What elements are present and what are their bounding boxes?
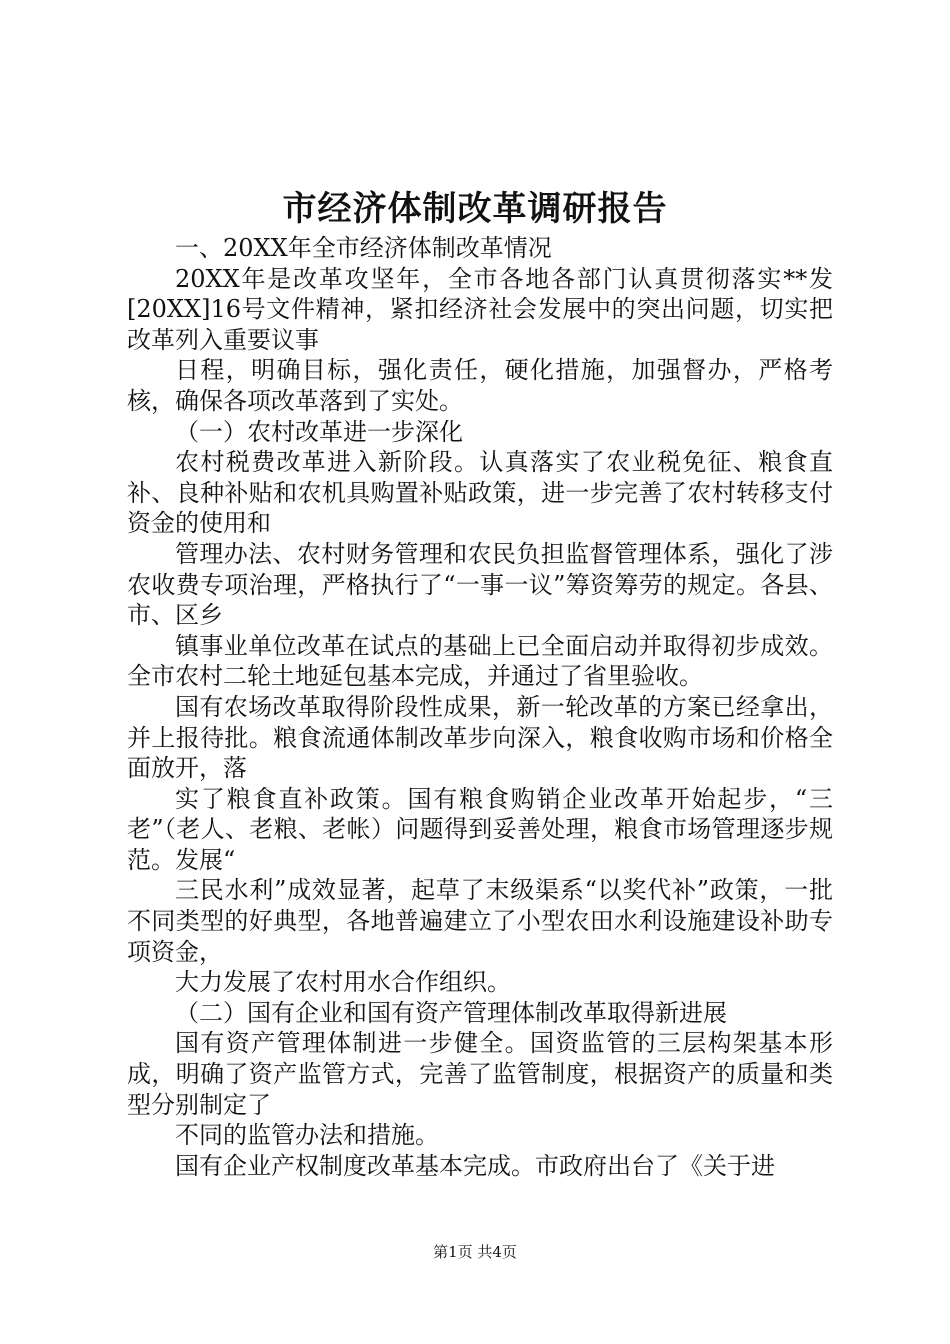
document-body bbox=[127, 233, 833, 1181]
paragraph: 镇事业单位改革在试点的基础上已全面启动并取得初步成效。全市农村二轮土地延包基本完成，并通过了省里验收。 bbox=[127, 631, 833, 691]
paragraph: 不同的监管办法和措施。 bbox=[175, 1121, 439, 1150]
paragraph: 国有资产管理体制进一步健全。国资监管的三层构架基本形成，明确了资产监管方式，完善了监管制度，根据资产的质量和类型分别制定了 bbox=[127, 1029, 833, 1119]
paragraph: 农村税费改革进入新阶段。认真落实了农业税免征、粮食直补、良种补贴和农机具购置补贴政策，进一步完善了农村转移支付资金的使用和 bbox=[127, 448, 833, 538]
paragraph: 日程，明确目标，强化责任，硬化措施，加强督办，严格考核，确保各项改革落到了实处。 bbox=[127, 356, 833, 415]
document-title: 市经济体制改革调研报告 bbox=[282, 189, 668, 229]
subsection-heading-1: （一）农村改革进一步深化 bbox=[175, 417, 463, 446]
paragraph: 三民水利”成效显著，起草了末级渠系“以奖代补”政策，一批不同类型的好典型，各地普遍建立了小型农田水利设施建设补助专项资金， bbox=[127, 876, 833, 966]
paragraph: 大力发展了农村用水合作组织。 bbox=[175, 968, 511, 997]
section-heading-1: 一、20XX年全市经济体制改革情况 bbox=[175, 234, 552, 262]
paragraph: 国有农场改革取得阶段性成果，新一轮改革的方案已经拿出，并上报待批。粮食流通体制改革步向深入，粮食收购市场和价格全面放开，落 bbox=[127, 692, 833, 783]
paragraph: 国有企业产权制度改革基本完成。市政府出台了《关于进 bbox=[175, 1151, 775, 1180]
page-footer: 第1页 共4页 bbox=[433, 1243, 517, 1261]
paragraph: 实了粮食直补政策。国有粮食购销企业改革开始起步，“三老”（老人、老粮、老帐）问题得到妥善处理，粮食市场管理逐步规范。发展“ bbox=[127, 784, 833, 874]
paragraph: 20XX年是改革攻坚年，全市各地各部门认真贯彻落实**发[20XX]16号文件精神，紧扣经济社会发展中的突出问题，切实把改革列入重要议事 bbox=[127, 264, 833, 354]
paragraph: 管理办法、农村财务管理和农民负担监督管理体系，强化了涉农收费专项治理，严格执行了“一事一议”筹资筹劳的规定。各县、市、区乡 bbox=[127, 539, 833, 630]
subsection-heading-2: （二）国有企业和国有资产管理体制改革取得新进展 bbox=[175, 998, 727, 1027]
